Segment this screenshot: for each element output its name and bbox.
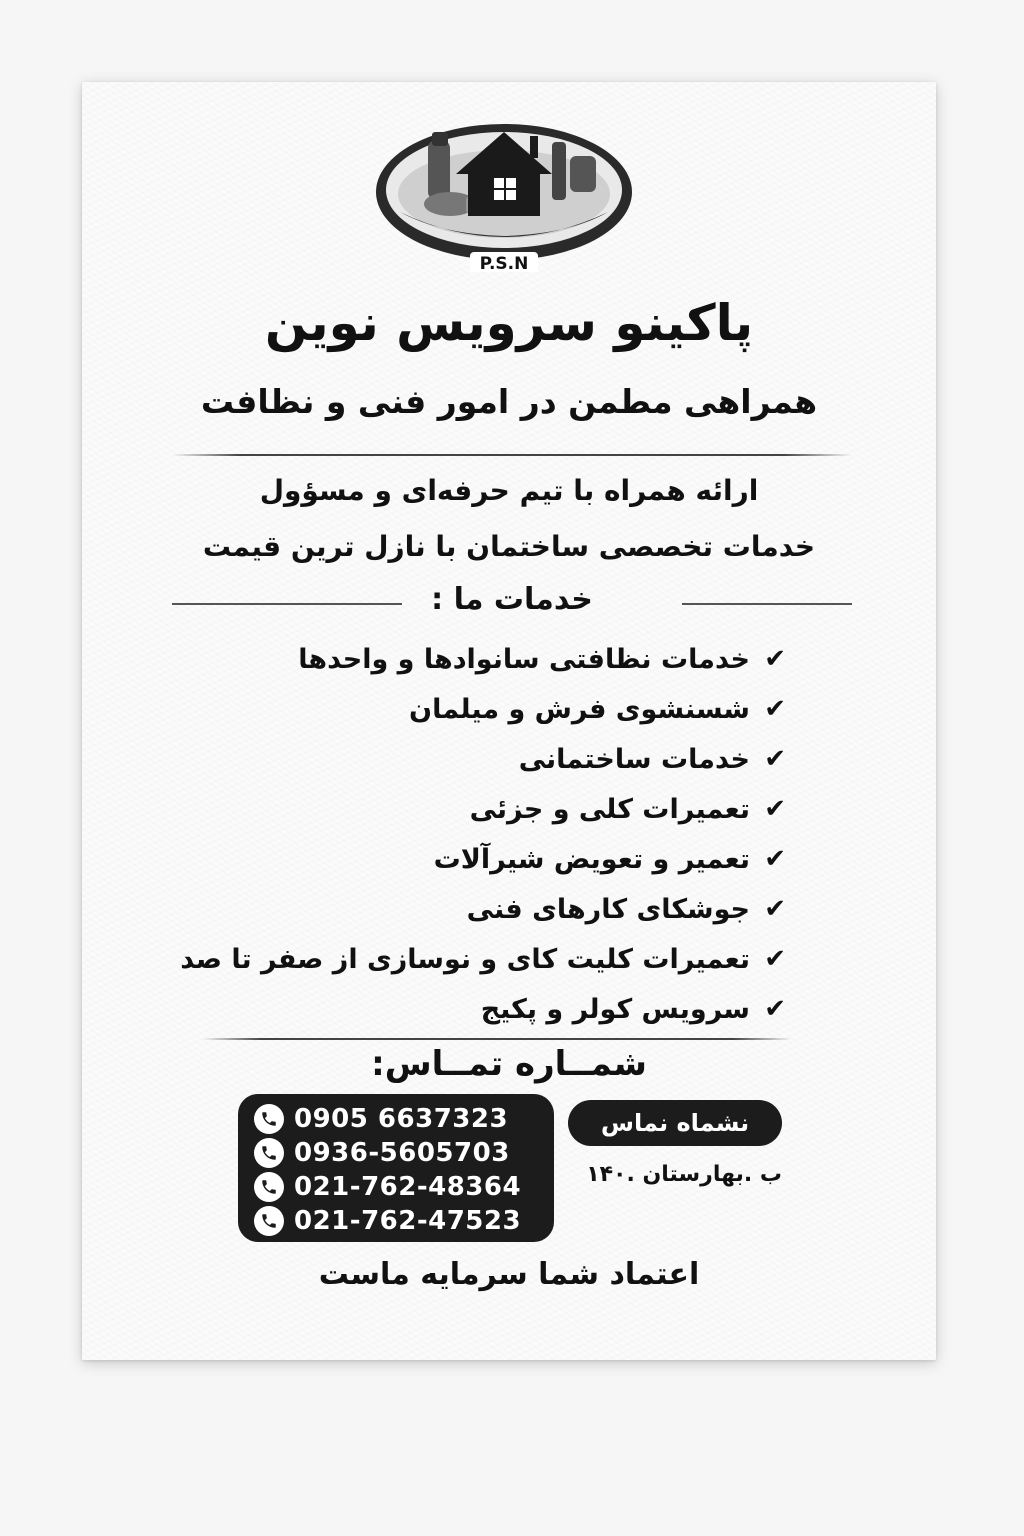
phone-row[interactable]: [238, 1170, 554, 1204]
check-icon: ✔: [764, 794, 786, 824]
service-label: سرویس کولر و پکیج: [480, 993, 750, 1025]
check-icon: ✔: [764, 644, 786, 674]
contact-title: شمــاره تمــاس:: [371, 1044, 647, 1084]
service-label: تعمیر و تعویض شیرآلات: [433, 843, 750, 875]
check-icon: ✔: [764, 844, 786, 874]
phone-row[interactable]: [238, 1136, 554, 1170]
services-list: [166, 634, 786, 1034]
services-heading-row: [172, 582, 852, 622]
check-icon: ✔: [764, 694, 786, 724]
divider: [202, 1038, 792, 1040]
phone-icon: [254, 1206, 284, 1236]
service-item: [166, 934, 786, 984]
tagline: همراهی مطمن در امور فنی و نظافت: [200, 382, 818, 421]
check-icon: ✔: [764, 744, 786, 774]
intro-line-2: خدمات تخصصی ساختمان با نازل ترین قیمت: [202, 530, 816, 563]
service-label: خدمات نظافتی سانوادها و واحدها: [298, 643, 750, 675]
service-label: خدمات ساختمانی: [518, 743, 750, 775]
address-label: نشماه نماس: [568, 1100, 782, 1146]
service-label: تعمیرات کلیت کای و نوسازی از صفر تا صد: [180, 943, 750, 975]
phone-number: 0905 6637323: [294, 1104, 509, 1134]
phone-icon: [254, 1138, 284, 1168]
service-item: [166, 884, 786, 934]
phone-row[interactable]: [238, 1102, 554, 1136]
service-item: [166, 834, 786, 884]
check-icon: ✔: [764, 894, 786, 924]
check-icon: ✔: [764, 944, 786, 974]
intro-line-1: ارائه همراه با تیم حرفه‌ای و مسؤول: [259, 474, 759, 507]
divider: [682, 603, 852, 605]
phone-number: 021-762-48364: [294, 1172, 522, 1202]
services-title: خدمات ما :: [431, 582, 593, 617]
house-tools-logo-icon: [370, 112, 638, 272]
divider: [172, 454, 852, 456]
service-label: جوشکای کارهای فنی: [466, 893, 750, 925]
service-item: [166, 634, 786, 684]
flyer-sheet: [82, 82, 936, 1360]
check-icon: ✔: [764, 994, 786, 1024]
service-item: [166, 734, 786, 784]
service-label: شسنشوی فرش و میلمان: [409, 693, 750, 725]
logo-letters: P.S.N: [479, 254, 529, 272]
phone-number: 0936-5605703: [294, 1138, 510, 1168]
service-label: تعمیرات کلی و جزئی: [469, 793, 750, 825]
motto: اعتماد شما سرمایه ماست: [318, 1257, 700, 1292]
phone-icon: [254, 1104, 284, 1134]
phone-number: 021-762-47523: [294, 1206, 522, 1236]
brand-name: پاکینو سرویس نوین: [264, 294, 754, 352]
service-item: [166, 784, 786, 834]
address-text: ب .بهارستان .۱۴۰: [586, 1162, 782, 1187]
phone-row[interactable]: [238, 1204, 554, 1238]
phone-box: [238, 1094, 554, 1242]
service-item: [166, 684, 786, 734]
service-item: [166, 984, 786, 1034]
phone-icon: [254, 1172, 284, 1202]
